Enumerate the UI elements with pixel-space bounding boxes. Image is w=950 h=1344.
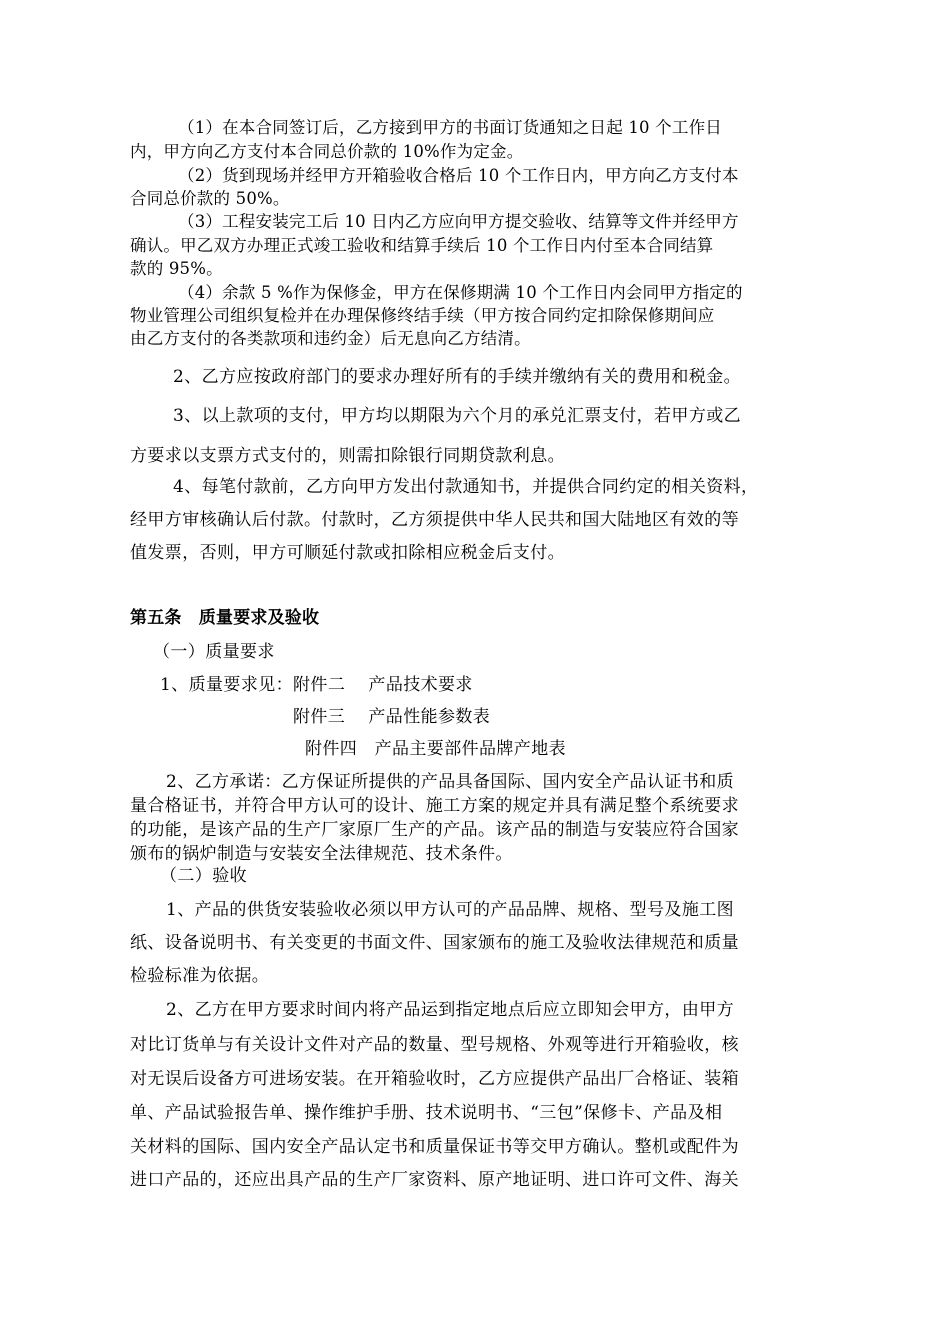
payment-clause-4-line-1: 4、每笔付款前，乙方向甲方发出付款通知书，并提供合同约定的相关资料， bbox=[173, 477, 759, 497]
acceptance-item-1-line-2: 纸、设备说明书、有关变更的书面文件、国家颁布的施工及验收法律规范和质量 bbox=[130, 933, 739, 953]
acceptance-item-2-line-6: 进口产品的，还应出具产品的生产厂家资料、原产地证明、进口许可文件、海关 bbox=[130, 1170, 739, 1190]
acceptance-item-1-line-3: 检验标准为依据。 bbox=[130, 966, 270, 986]
payment-item-3-line-3: 款的 95%。 bbox=[130, 259, 223, 278]
payment-item-1-line-2: 内，甲方向乙方支付本合同总价款的 10%作为定金。 bbox=[130, 142, 524, 161]
payment-clause-3-line-2: 方要求以支票方式支付的，则需扣除银行同期贷款利息。 bbox=[130, 446, 565, 466]
payment-clause-2: 2、乙方应按政府部门的要求办理好所有的手续并缴纳有关的费用和税金。 bbox=[173, 367, 742, 387]
payment-clause-3-line-1: 3、以上款项的支付，甲方均以期限为六个月的承兑汇票支付，若甲方或乙 bbox=[173, 406, 742, 426]
payment-item-4-line-2: 物业管理公司组织复检并在办理保修终结手续（甲方按合同约定扣除保修期间应 bbox=[130, 306, 715, 325]
quality-item-2-line-2: 量合格证书，并符合甲方认可的设计、施工方案的规定并具有满足整个系统要求 bbox=[130, 796, 739, 816]
quality-annex-4: 附件四 产品主要部件品牌产地表 bbox=[305, 739, 566, 759]
payment-item-1-line-1: （1）在本合同签订后，乙方接到甲方的书面订货通知之日起 10 个工作日 bbox=[178, 118, 722, 137]
acceptance-section-title: （二）验收 bbox=[160, 866, 247, 886]
payment-item-3-line-2: 确认。甲乙双方办理正式竣工验收和结算手续后 10 个工作日内付至本合同结算 bbox=[130, 236, 714, 255]
quality-annex-3: 附件三 产品性能参数表 bbox=[293, 707, 491, 727]
quality-item-2-line-4: 颁布的锅炉制造与安装安全法律规范、技术条件。 bbox=[130, 844, 513, 864]
payment-item-4-line-1: （4）余款 5 %作为保修金，甲方在保修期满 10 个工作日内会同甲方指定的 bbox=[178, 283, 743, 302]
quality-item-2-line-3: 的功能，是该产品的生产厂家原厂生产的产品。该产品的制造与安装应符合国家 bbox=[130, 820, 739, 840]
acceptance-item-1-line-1: 1、产品的供货安装验收必须以甲方认可的产品品牌、规格、型号及施工图 bbox=[166, 900, 735, 920]
payment-item-2-line-2: 合同总价款的 50%。 bbox=[130, 189, 290, 208]
quality-item-2-line-1: 2、乙方承诺：乙方保证所提供的产品具备国际、国内安全产品认证书和质 bbox=[166, 772, 735, 792]
acceptance-item-2-line-5: 关材料的国际、国内安全产品认定书和质量保证书等交甲方确认。整机或配件为 bbox=[130, 1137, 739, 1157]
payment-clause-4-line-2: 经甲方审核确认后付款。付款时，乙方须提供中华人民共和国大陆地区有效的等 bbox=[130, 510, 739, 530]
acceptance-item-2-line-4: 单、产品试验报告单、操作维护手册、技术说明书、“三包”保修卡、产品及相 bbox=[130, 1103, 723, 1123]
article-5-title: 第五条 质量要求及验收 bbox=[130, 608, 320, 628]
acceptance-item-2-line-1: 2、乙方在甲方要求时间内将产品运到指定地点后应立即知会甲方，由甲方 bbox=[166, 1000, 735, 1020]
payment-item-2-line-1: （2）货到现场并经甲方开箱验收合格后 10 个工作日内，甲方向乙方支付本 bbox=[178, 166, 739, 185]
acceptance-item-2-line-2: 对比订货单与有关设计文件对产品的数量、型号规格、外观等进行开箱验收，核 bbox=[130, 1035, 739, 1055]
payment-clause-4-line-3: 值发票，否则，甲方可顺延付款或扣除相应税金后支付。 bbox=[130, 543, 565, 563]
payment-item-3-line-1: （3）工程安装完工后 10 日内乙方应向甲方提交验收、结算等文件并经甲方 bbox=[178, 212, 739, 231]
quality-section-title: （一）质量要求 bbox=[153, 642, 275, 662]
quality-item-1: 1、质量要求见：附件二 产品技术要求 bbox=[160, 675, 473, 695]
acceptance-item-2-line-3: 对无误后设备方可进场安装。在开箱验收时，乙方应提供产品出厂合格证、装箱 bbox=[130, 1069, 739, 1089]
payment-item-4-line-3: 由乙方支付的各类款项和违约金）后无息向乙方结清。 bbox=[130, 329, 531, 348]
